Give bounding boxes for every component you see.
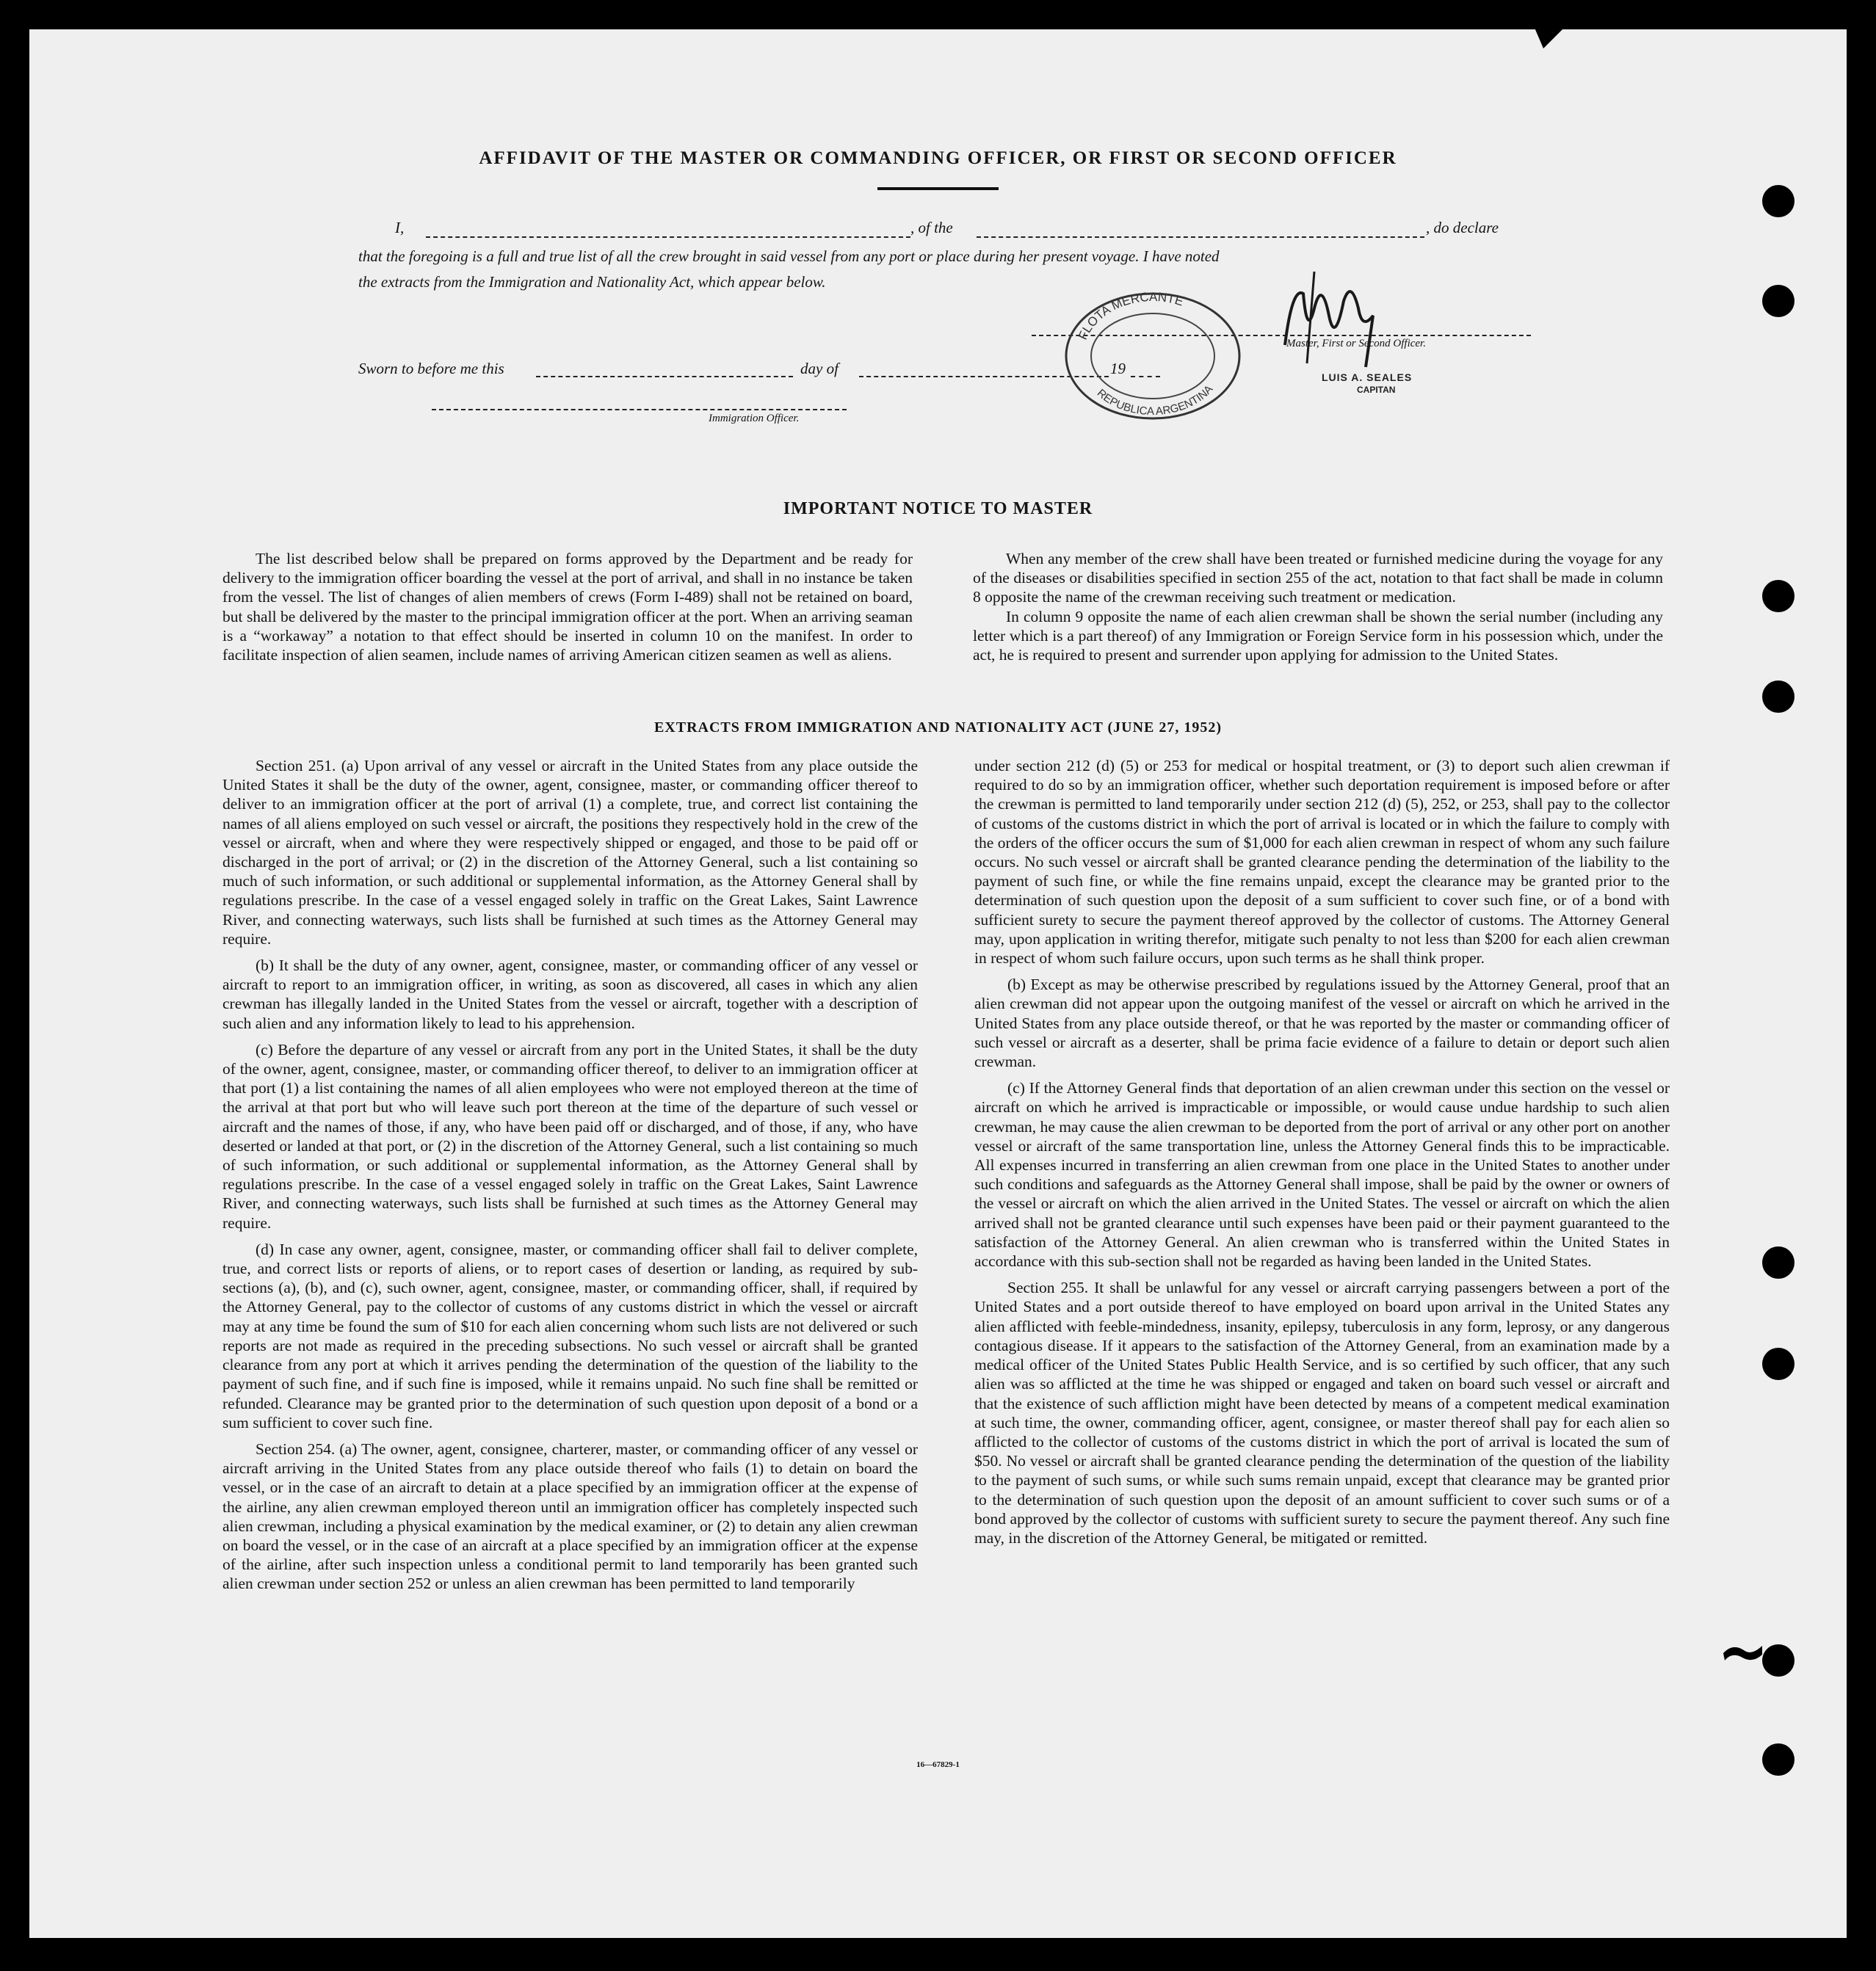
section-254c: (c) If the Attorney General finds that deportation of an alien crewman under this section on the vessel or aircraft on which he arrived is impracticable or impossible, or would cause undue hardship to such alien crewman, he may cause the alien crewman to be deported from the port of arrival or any other port on another vessel or aircraft of the same transportation line, unless the Attorney General finds this to be impracticable. All expenses incurred in transferring an alien crewman from one place in the United States to another under such conditions and safeguards as the Attorney General shall impose, shall be paid by the owner or owners of the vessel or aircraft on which the alien arrived in the United States. The vessel or aircraft on which the alien arrived shall not be granted clearance until such expenses have been paid or their payment guaranteed to the satisfaction of the Attorney General. An alien crewman who is transferred within the United States in accordance with this sub-section shall not be regarded as having been landed in the United States.: [974, 1079, 1670, 1271]
section-251a: Section 251. (a) Upon arrival of any vessel or aircraft in the United States from any place outside the United States it shall be the duty of the owner, agent, consignee, master, or commanding officer thereof to deliver to an immigration officer at the port of arrival (1) a complete, true, and correct list containing the names of all aliens employed on such vessel or aircraft, the positions they respectively hold in the crew of the vessel or aircraft, when and where they were respectively shipped or engaged, and those to be paid off or discharged in the port of arrival; or (2) in the discretion of the Attorney General, such a list containing so much of such information, or such additional or supplemental information, as the Attorney General shall by regulations prescribe. In the case of a vessel engaged solely in traffic on the Great Lakes, Saint Lawrence River, and connecting waterways, such lists shall be furnished at such times as the Attorney General may require.: [222, 757, 918, 948]
official-stamp: [1061, 283, 1245, 422]
section-254b: (b) Except as may be otherwise prescribed by regulations issued by the Attorney General, proof that an alien crewman did not appear upon the outgoing manifest of the vessel or aircraft on which he arrived in the United States from any place outside thereof, or that he was reported by the master or commanding officer of such vessel or aircraft as a deserter, shall be prima facie evidence of a failure to detain or deport such alien crewman.: [974, 976, 1670, 1071]
stamp-bottom-text: REPUBLICA ARGENTINA: [1094, 382, 1216, 418]
year-label: 19: [1110, 360, 1126, 377]
punch-hole: [1762, 1348, 1794, 1380]
punch-hole: [1762, 1246, 1794, 1279]
vessel-field[interactable]: [977, 236, 1424, 238]
i-label: I,: [395, 219, 405, 236]
declare-label: , do declare: [1426, 219, 1499, 236]
extracts-left-column: [222, 756, 918, 1601]
punch-hole: [1762, 1743, 1794, 1776]
notice-right-column: [973, 549, 1663, 672]
section-251d: (d) In case any owner, agent, consignee, master, or commanding officer shall fail to deliver complete, true, and correct lists or reports of aliens, or to report cases of desertion or landing, as required by sub-sections (a), (b), and (c), such owner, agent, consignee, master, or commanding officer, shall, if required by the Attorney General, pay to the collector of customs of any customs district in which the vessel or aircraft may at any time be found the sum of $10 for each alien concerning whom such lists are not delivered or such reports are not made as required in the preceding subsections. No such vessel or aircraft shall be granted clearance from any port at which it arrives pending the determination of the question of the liability to the payment of such fine, and if such fine is imposed, while it remains unpaid. No such fine shall be remitted or refunded. Clearance may be granted prior to the determination of such question upon deposit of a bond or a sum sufficient to cover such fine.: [222, 1240, 918, 1431]
signature-caption: Master, First or Second Officer.: [1286, 338, 1426, 349]
affidavit-title: AFFIDAVIT OF THE MASTER OR COMMANDING OFFICER, OR FIRST OR SECOND OFFICER: [479, 148, 1397, 168]
stamp-rank: CAPITAN: [1357, 385, 1396, 395]
day-of-label: day of: [800, 360, 839, 377]
punch-hole: [1762, 185, 1794, 217]
officer-caption: Immigration Officer.: [709, 413, 800, 424]
title-rule: [877, 187, 999, 190]
extracts-title: EXTRACTS FROM IMMIGRATION AND NATIONALITY ACT (JUNE 27, 1952): [653, 719, 1223, 736]
immigration-officer-field[interactable]: [432, 409, 847, 410]
declare-line: [395, 219, 404, 237]
sworn-day-field[interactable]: [536, 376, 793, 377]
punch-hole: [1762, 285, 1794, 317]
section-255: Section 255. It shall be unlawful for any vessel or aircraft carrying passengers between a port of the United States and a port outside thereof to have employed on board upon arrival in the United States any alien afflicted with feeble-mindedness, insanity, epilepsy, tuberculosis in any form, leprosy, or any dangerous contagious disease. If it appears to the satisfaction of the Attorney General, from an examination made by a medical officer of the United States Public Health Service, and is so certified by such officer, that any such alien was so afflicted at the time he was shipped or engaged and taken on board such vessel or aircraft and that the existence of such affliction might have been detected by means of a competent medical examination at such time, the owner, commanding officer, agent, consignee, or master thereof shall pay for each alien so afflicted to the collector of customs of the customs district in which the port of arrival is located the sum of $50. No vessel or aircraft shall be granted clearance pending the determination of the question of the liability to the payment of such sums, or while such sums remain unpaid, except that clearance may be granted prior to the determination of such question upon the deposit of an amount sufficient to cover such sums or of a bond approved by the collector of customs with sufficient surety to secure the payment thereof. Any such fine may, in the discretion of the Attorney General, be mitigated or remitted.: [974, 1279, 1670, 1547]
notice-left-paragraph: The list described below shall be prepared on forms approved by the Department and be ready for delivery to the immigration officer boarding the vessel at the port of arrival, and shall in no instance be taken from the vessel. The list of changes of alien members of crews (Form I-489) shall not be retained on board, but shall be delivered by the master to the principal immigration officer at the port. When an arriving seaman is a “workaway” a notation to that effect should be inserted in column 10 on the manifest. In order to facilitate inspection of alien seamen, include names of arriving American citizen seamen as well as aliens.: [222, 550, 913, 664]
affidavit-body-line1: that the foregoing is a full and true list of all the crew brought in said vessel from any port or place during her present voyage. I have noted: [358, 247, 1220, 265]
section-254a: Section 254. (a) The owner, agent, consignee, charterer, master, or commanding officer of any vessel or aircraft arriving in the United States from any place outside thereof who fails (1) to detain on board the vessel, or in the case of an aircraft to detain at a place specified by an immigration officer at the expense of the airline, any alien crewman employed thereon until an immigration officer has completely inspected such alien crewman, including a physical examination by the medical examiner, or (2) to detain any alien crewman on board the vessel, or in the case of an aircraft at a place specified by an immigration officer at the expense of the airline, after such inspection unless a conditional permit to land temporarily has been granted such alien crewman under section 252 or unless an alien crewman has been permitted to land temporarily: [222, 1440, 918, 1593]
handwritten-signature: [1270, 264, 1402, 374]
corner-notch: [1535, 28, 1564, 50]
notice-left-column: [222, 549, 913, 672]
stamp-name: LUIS A. SEALES: [1322, 371, 1413, 383]
section-254a-continued: under section 212 (d) (5) or 253 for medical or hospital treatment, or (3) to deport such alien crewman if required to do so by an immigration officer, whether such deportation requirement is imposed before or after the crewman is permitted to land temporarily under section 212 (d) (5), 252, or 253, shall pay to the collector of customs of the customs district in which the port of arrival is located or in which the failure to comply with the orders of the officer occurs the sum of $1,000 for each alien crewman in respect of whom any such failure occurs. No such vessel or aircraft shall be granted clearance pending the determination of the liability to the payment of such fine, or while the fine remains unpaid, except the clearance may be granted prior to the determination of such question upon the deposit of a sum sufficient to cover such fine, or of a bond with sufficient surety to secure the payment thereof approved by the collector of customs. The Attorney General may, upon application in writing therefor, mitigate such penalty to not less than $200 for each alien crewman in respect of whom such failure occurs, upon such terms as he shall think proper.: [974, 757, 1670, 968]
punch-hole: [1762, 1644, 1794, 1677]
of-the-label: , of the: [910, 219, 953, 236]
notice-right-paragraph-1: When any member of the crew shall have been treated or furnished medicine during the voyage for any of the diseases or disabilities specified in section 255 of the act, notation to that fact shall be made in column 8 opposite the name of the crewman receiving such treatment or medication.: [973, 550, 1663, 606]
notice-title: IMPORTANT NOTICE TO MASTER: [783, 499, 1093, 518]
notice-right-paragraph-2: In column 9 opposite the name of each alien crewman shall be shown the serial number (including any letter which is a part thereof) of any Immigration or Foreign Service form in his possession which, under the act, he is required to present and surrender upon applying for admission to the United States.: [973, 607, 1663, 664]
punch-hole: [1762, 680, 1794, 713]
sworn-label: Sworn to before me this: [358, 360, 504, 377]
name-field[interactable]: [426, 236, 910, 238]
affidavit-body-line2: the extracts from the Immigration and Nationality Act, which appear below.: [358, 273, 826, 291]
torn-mark: [1722, 1637, 1766, 1666]
stamp-top-text: FLOTA MERCANTE: [1075, 289, 1186, 342]
punch-hole: [1762, 580, 1794, 612]
section-251c: (c) Before the departure of any vessel or aircraft from any port in the United States, it shall be the duty of the owner, agent, consignee, master, or commanding officer thereof, to deliver to an immigration officer at that port (1) a list containing the names of all alien employees who were not employed thereon at the time of the arrival at that port but who will leave such port thereon at the time of the departure of such vessel or aircraft and the names of those, if any, who have been paid off or discharged, and of those, if any, who have deserted or landed at that port, or (2) in the discretion of the Attorney General, such a list containing so much of such information, or such additional or supplemental information, as the Attorney General shall by regulations prescribe. In the case of a vessel engaged solely in traffic on the Great Lakes, Saint Lawrence River, and connecting waterways, such lists shall be furnished at such times as the Attorney General may require.: [222, 1040, 918, 1232]
form-code: 16—67829-1: [916, 1760, 960, 1769]
section-251b: (b) It shall be the duty of any owner, agent, consignee, master, or commanding officer of any vessel or aircraft to report to an immigration officer, in writing, as soon as discovered, all cases in which any alien crewman has illegally landed in the United States from the vessel or aircraft, together with a description of such alien and any information likely to lead to his apprehension.: [222, 957, 918, 1032]
extracts-right-column: [974, 756, 1670, 1555]
